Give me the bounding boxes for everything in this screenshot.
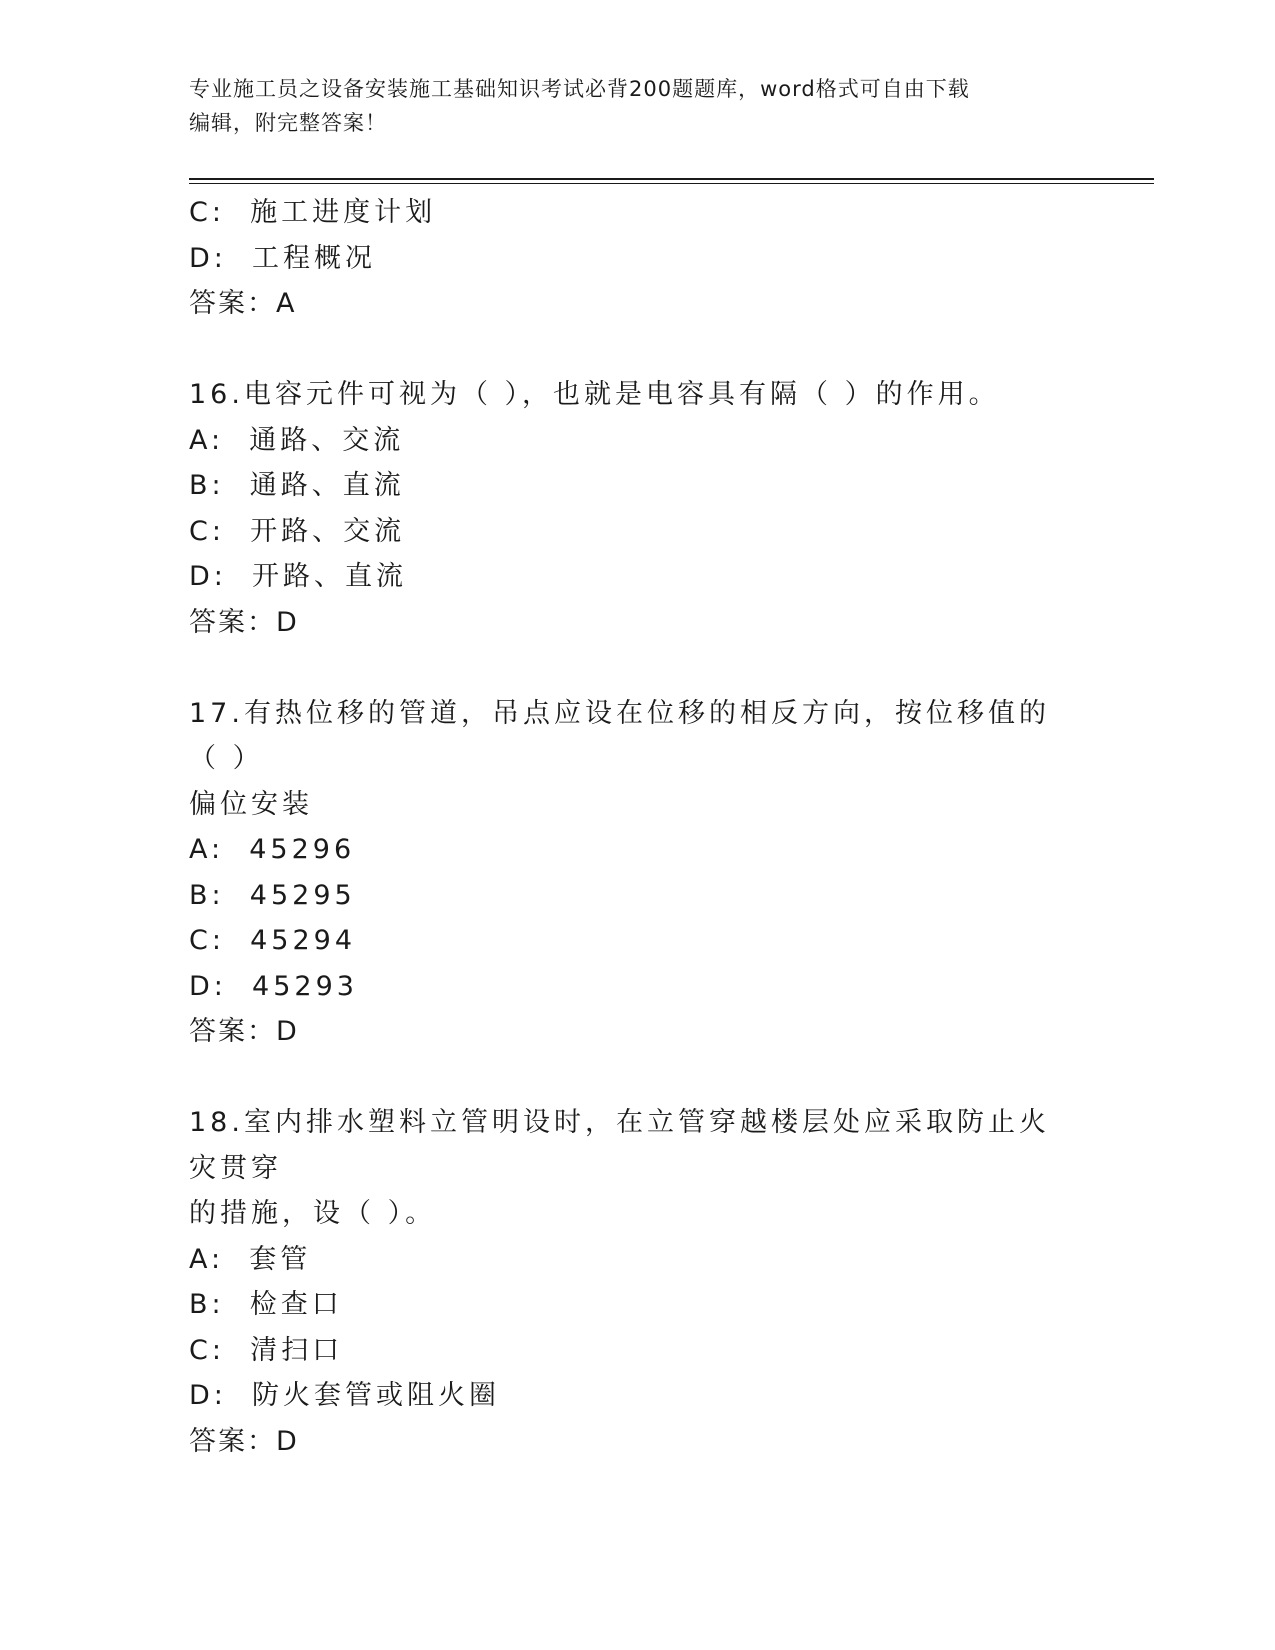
spacer	[189, 327, 1079, 373]
question-title-continued: 的措施，设（ ）。	[189, 1198, 437, 1229]
option-c: C: 清扫口	[189, 1334, 344, 1366]
option-b: B: 通路、直流	[189, 470, 405, 501]
header-divider-top	[189, 178, 1154, 180]
answer-line: 答案：D	[189, 606, 299, 638]
spacer	[189, 645, 1079, 691]
question-title: 17.有热位移的管道，吊点应设在位移的相反方向，按位移值的（ ）	[189, 697, 1050, 774]
question-block-16	[189, 372, 1079, 645]
option-c: C: 开路、交流	[189, 515, 406, 547]
question-list	[189, 190, 1079, 1464]
header-title-line-1: 专业施工员之设备安装施工基础知识考试必背200题题库，word格式可自由下载	[189, 77, 970, 101]
option-d: D: 防火套管或阻火圈	[189, 1380, 501, 1411]
question-title-continued: 偏位安装	[189, 788, 313, 820]
question-block-15	[189, 190, 1079, 327]
option-a: A: 45296	[189, 834, 356, 865]
option-c: C: 施工进度计划	[189, 197, 437, 228]
answer-line: 答案：A	[189, 288, 297, 319]
option-a: A: 套管	[189, 1243, 312, 1275]
option-d: D: 开路、直流	[189, 561, 408, 592]
spacer	[189, 1055, 1079, 1101]
option-b: B: 检查口	[189, 1289, 343, 1320]
document-header	[189, 72, 1089, 140]
option-d: D: 工程概况	[189, 242, 377, 274]
option-a: A: 通路、交流	[189, 424, 405, 456]
answer-line: 答案：D	[189, 1425, 299, 1457]
question-block-18	[189, 1100, 1079, 1464]
option-c: C: 45294	[189, 925, 357, 956]
option-b: B: 45295	[189, 879, 356, 911]
answer-line: 答案：D	[189, 1016, 299, 1047]
header-divider-bottom	[189, 183, 1154, 184]
question-title: 16.电容元件可视为（ ），也就是电容具有隔（ ）的作用。	[189, 379, 1000, 410]
question-block-17	[189, 691, 1079, 1055]
option-d: D: 45293	[189, 970, 358, 1002]
header-title-line-2: 编辑，附完整答案！	[189, 111, 387, 135]
question-title: 18.室内排水塑料立管明设时，在立管穿越楼层处应采取防止火灾贯穿	[189, 1107, 1050, 1184]
